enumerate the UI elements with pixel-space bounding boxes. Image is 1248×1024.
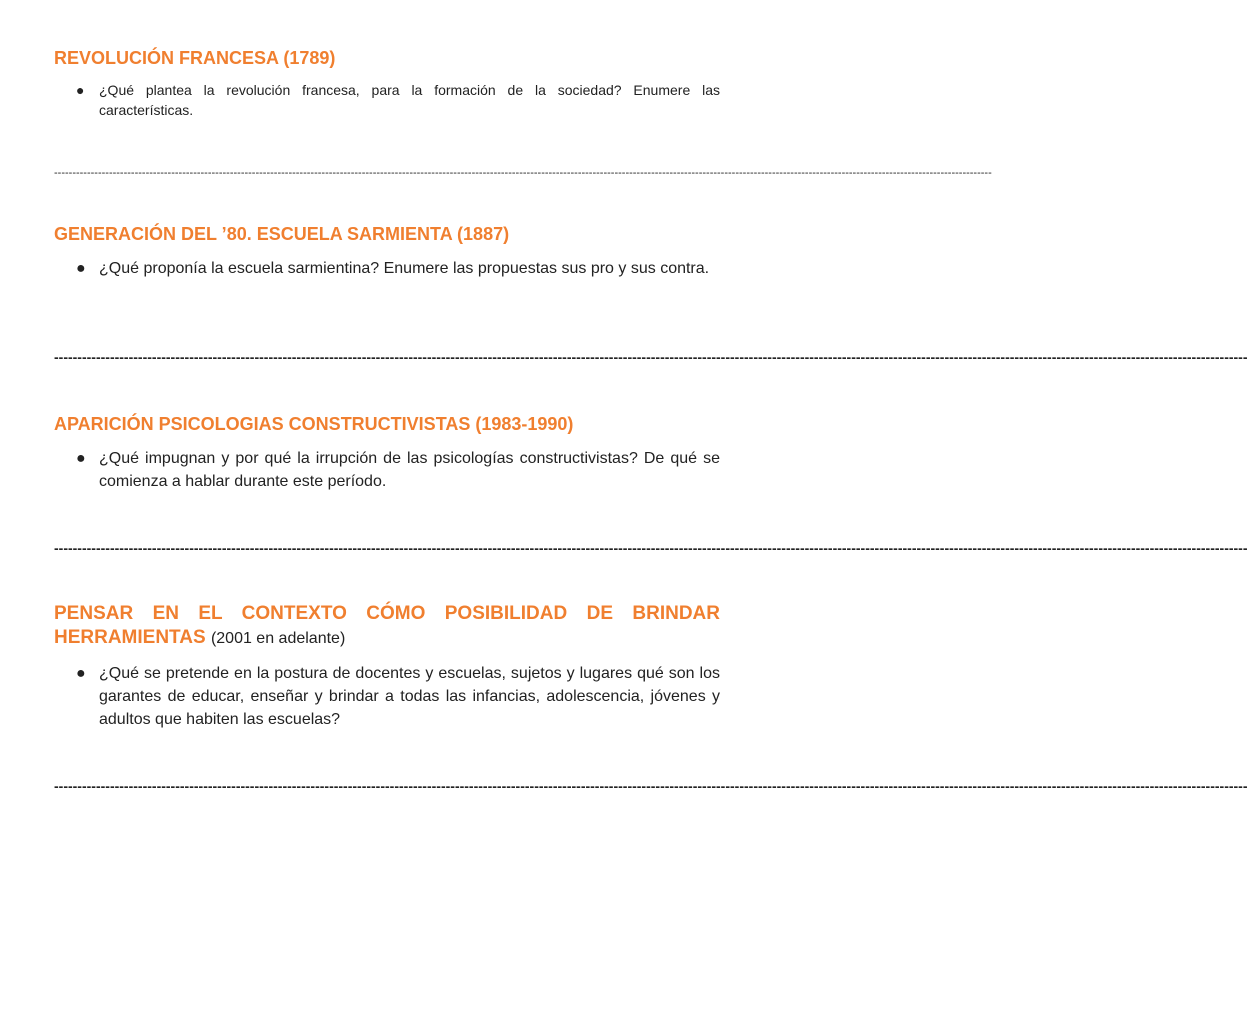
- divider-line: ----------------------------------------------------------------------------------------------------------------------------------------------------------------------------------------------------------------------------------------------------------------: [54, 778, 1248, 794]
- section-heading-suffix: (2001 en adelante): [210, 630, 346, 647]
- section-revolucion-francesa: [54, 46, 720, 120]
- section-heading: [54, 602, 720, 651]
- section-heading: REVOLUCIÓN FRANCESA (1789): [54, 48, 336, 68]
- question-text: ¿Qué proponía la escuela sarmientina? Enumere las propuestas sus pro y sus contra.: [99, 260, 710, 277]
- bullet-icon: ●: [76, 260, 86, 277]
- question-text: ¿Qué se pretende en la postura de docentes y escuelas, sujetos y lugares qué son los garantes de educar, enseñar y brindar a todas las infancias, adolescencia, jóvenes y adultos que habiten las escuelas?: [99, 665, 720, 728]
- bullet-icon: ●: [76, 82, 85, 98]
- question-item: [54, 257, 720, 280]
- question-item: [54, 447, 720, 493]
- question-item: [54, 80, 720, 120]
- bullet-icon: ●: [76, 450, 86, 467]
- section-heading-title: PENSAR EN EL CONTEXTO CÓMO POSIBILIDAD DE BRINDAR HERRAMIENTAS: [54, 603, 720, 648]
- question-text: ¿Qué impugnan y por qué la irrupción de las psicologías constructivistas? De qué se comienza a hablar durante este período.: [99, 450, 720, 490]
- question-item: [54, 662, 720, 731]
- divider-line: ----------------------------------------------------------------------------------------------------------------------------------------------------------------------------------------------------------------------------------------------------------------: [54, 349, 1248, 365]
- section-heading: GENERACIÓN DEL ’80. ESCUELA SARMIENTA (1887): [54, 224, 510, 244]
- section-pensar-contexto: [54, 602, 720, 731]
- section-heading: APARICIÓN PSICOLOGIAS CONSTRUCTIVISTAS (1983-1990): [54, 414, 574, 434]
- divider-line: ----------------------------------------------------------------------------------------------------------------------------------------------------------------------------------------------------------------------------------------------------------------: [54, 540, 1248, 556]
- divider-line: ----------------------------------------------------------------------------------------------------------------------------------------------------------------------------------------------------------------------------------------------------------------: [54, 167, 992, 179]
- section-generacion-80: [54, 222, 720, 280]
- question-text: ¿Qué plantea la revolución francesa, para la formación de la sociedad? Enumere las características.: [99, 82, 720, 118]
- section-psicologias-constructivistas: [54, 412, 720, 493]
- bullet-icon: ●: [76, 665, 86, 682]
